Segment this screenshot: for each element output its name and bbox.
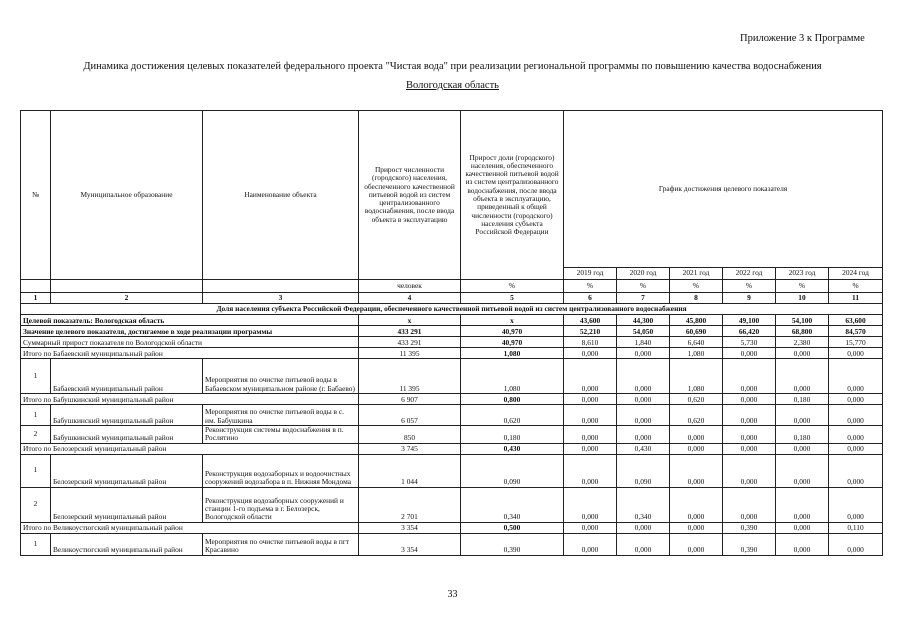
header-year: 2023 год	[776, 268, 829, 280]
column-number: 9	[723, 293, 776, 304]
year-value: 0,000	[776, 348, 829, 359]
object-name: Реконструкция водозаборных сооружений и станции 1-го подъема в г. Белозерск, Вологодской области	[203, 487, 359, 522]
header-municipality: Муниципальное образование	[51, 111, 203, 280]
year-value: 84,570	[829, 326, 883, 337]
table-header-row	[21, 111, 883, 268]
column-number: 10	[776, 293, 829, 304]
object-number: 2	[21, 487, 51, 522]
year-value: 68,800	[776, 326, 829, 337]
unit-percent: %	[670, 280, 723, 293]
object-number: 1	[21, 533, 51, 555]
group-total-row	[21, 522, 883, 533]
object-row	[21, 426, 883, 444]
column-number: 8	[670, 293, 723, 304]
share-value: 0,390	[461, 533, 564, 555]
year-value: 49,100	[723, 315, 776, 326]
column-number: 11	[829, 293, 883, 304]
year-value: 0,000	[564, 348, 617, 359]
region-label: Вологодская область	[406, 80, 499, 91]
table-units-row	[21, 280, 883, 293]
column-number: 5	[461, 293, 564, 304]
year-value: 0,000	[829, 443, 883, 454]
year-value: 54,100	[776, 315, 829, 326]
summary-label: Целевой показатель: Вологодская область	[21, 315, 359, 326]
group-total-label: Итого по Великоустюгский муниципальный район	[21, 522, 359, 533]
object-number: 2	[21, 426, 51, 444]
year-value: 0,000	[670, 426, 723, 444]
year-value: 0,000	[829, 405, 883, 426]
object-row	[21, 533, 883, 555]
year-value: 0,180	[776, 426, 829, 444]
year-value: 0,430	[617, 443, 670, 454]
header-year: 2022 год	[723, 268, 776, 280]
group-total-label: Итого по Бабушкинский муниципальный район	[21, 394, 359, 405]
object-number: 1	[21, 359, 51, 394]
year-value: 0,000	[564, 405, 617, 426]
column-number: 1	[21, 293, 51, 304]
year-value: 66,420	[723, 326, 776, 337]
year-value: 0,390	[723, 522, 776, 533]
appendix-label: Приложение 3 к Программе	[740, 33, 865, 44]
year-value: 1,080	[670, 359, 723, 394]
object-number: 1	[21, 405, 51, 426]
object-municipality: Бабушкинский муниципальный район	[51, 405, 203, 426]
year-value: 0,000	[617, 533, 670, 555]
unit-cell-empty	[203, 280, 359, 293]
year-value: 0,000	[723, 443, 776, 454]
year-value: 0,000	[723, 359, 776, 394]
unit-percent: %	[776, 280, 829, 293]
object-name: Реконструкция системы водоснабжения в п. Рослятино	[203, 426, 359, 444]
year-value: 5,730	[723, 337, 776, 348]
population-value: 433 291	[359, 337, 461, 348]
year-value: 0,000	[829, 454, 883, 487]
object-row	[21, 405, 883, 426]
header-year: 2019 год	[564, 268, 617, 280]
group-total-label: Итого по Бабаевский муниципальный район	[21, 348, 359, 359]
year-value: 0,000	[776, 454, 829, 487]
header-share-growth: Прирост доли (городского) населения, обеспеченного качественной питьевой водой из систем централизованного водоснабжения, после ввода объекта в эксплуатацию, приведенный к общей численности (городского) населения субъекта Российской Федерации	[461, 111, 564, 280]
year-value: 0,000	[776, 443, 829, 454]
column-number: 4	[359, 293, 461, 304]
year-value: 0,000	[617, 426, 670, 444]
year-value: 0,000	[829, 394, 883, 405]
year-value: 60,690	[670, 326, 723, 337]
indicator-table	[20, 110, 883, 556]
header-year: 2024 год	[829, 268, 883, 280]
year-value: 0,000	[670, 522, 723, 533]
object-name: Реконструкция водозаборных и водоочистных сооружений водозабора в п. Нижняя Мондома	[203, 454, 359, 487]
year-value: 0,000	[617, 405, 670, 426]
header-schedule: График достижения целевого показателя	[564, 111, 883, 268]
summary-row	[21, 315, 883, 326]
share-value: 0,340	[461, 487, 564, 522]
column-number: 2	[51, 293, 203, 304]
year-value: 0,000	[776, 487, 829, 522]
header-population-growth: Прирост численности (городского) населения, обеспеченного качественной питьевой водой из систем централизованного водоснабжения, после ввода объекта в эксплуатацию	[359, 111, 461, 280]
year-value: 0,000	[670, 454, 723, 487]
population-value: 3 745	[359, 443, 461, 454]
summary-label: Значение целевого показателя, достигаемое в ходе реализации программы	[21, 326, 359, 337]
object-number: 1	[21, 454, 51, 487]
year-value: 1,080	[670, 348, 723, 359]
share-value: 0,180	[461, 426, 564, 444]
population-value: 11 395	[359, 348, 461, 359]
summary-label: Суммарный прирост показателя по Вологодской области	[21, 337, 359, 348]
share-value: 0,430	[461, 443, 564, 454]
year-value: 0,000	[564, 359, 617, 394]
share-value: 0,500	[461, 522, 564, 533]
year-value: 6,640	[670, 337, 723, 348]
column-numbers-row	[21, 293, 883, 304]
year-value: 0,000	[829, 348, 883, 359]
population-value: 850	[359, 426, 461, 444]
year-value: 0,000	[670, 487, 723, 522]
header-object-name: Наименование объекта	[203, 111, 359, 280]
year-value: 0,000	[776, 405, 829, 426]
column-number: 7	[617, 293, 670, 304]
object-row	[21, 454, 883, 487]
year-value: 52,210	[564, 326, 617, 337]
year-value: 0,000	[776, 533, 829, 555]
year-value: 0,000	[564, 533, 617, 555]
year-value: 0,000	[617, 348, 670, 359]
year-value: 0,000	[670, 533, 723, 555]
year-value: 0,000	[723, 348, 776, 359]
unit-percent: %	[723, 280, 776, 293]
year-value: 8,610	[564, 337, 617, 348]
unit-percent: %	[829, 280, 883, 293]
population-value: 433 291	[359, 326, 461, 337]
unit-cell-empty	[21, 280, 51, 293]
object-municipality: Бабаевский муниципальный район	[51, 359, 203, 394]
unit-people: человек	[359, 280, 461, 293]
year-value: 43,600	[564, 315, 617, 326]
year-value: 2,380	[776, 337, 829, 348]
year-value: 0,000	[776, 522, 829, 533]
year-value: 54,050	[617, 326, 670, 337]
object-municipality: Бабушкинский муниципальный район	[51, 426, 203, 444]
year-value: 0,340	[617, 487, 670, 522]
group-total-label: Итого по Белозерский муниципальный район	[21, 443, 359, 454]
population-value: 6 057	[359, 405, 461, 426]
year-value: 0,110	[829, 522, 883, 533]
year-value: 0,000	[564, 522, 617, 533]
year-value: 0,000	[564, 454, 617, 487]
population-value: 11 395	[359, 359, 461, 394]
year-value: 0,000	[564, 443, 617, 454]
population-value: 6 907	[359, 394, 461, 405]
header-year: 2020 год	[617, 268, 670, 280]
year-value: 0,000	[670, 443, 723, 454]
object-name: Мероприятия по очистке питьевой воды в с. им. Бабушкина	[203, 405, 359, 426]
year-value: 0,000	[723, 405, 776, 426]
population-value: 2 701	[359, 487, 461, 522]
population-value: 3 354	[359, 522, 461, 533]
population-value: 1 044	[359, 454, 461, 487]
document-title: Динамика достижения целевых показателей федерального проекта "Чистая вода" при реализации региональной программы по повышению качества водоснабжения	[83, 61, 822, 72]
year-value: 0,180	[776, 394, 829, 405]
year-value: 0,000	[617, 359, 670, 394]
year-value: 0,000	[829, 533, 883, 555]
share-value: x	[461, 315, 564, 326]
year-value: 0,620	[670, 405, 723, 426]
year-value: 0,090	[617, 454, 670, 487]
share-value: 1,080	[461, 359, 564, 394]
year-value: 0,000	[723, 487, 776, 522]
unit-cell-empty	[51, 280, 203, 293]
section-title-row	[21, 304, 883, 315]
unit-percent: %	[461, 280, 564, 293]
share-value: 1,080	[461, 348, 564, 359]
column-number: 3	[203, 293, 359, 304]
summary-row	[21, 326, 883, 337]
group-total-row	[21, 443, 883, 454]
year-value: 0,000	[617, 522, 670, 533]
year-value: 0,000	[564, 487, 617, 522]
share-value: 40,970	[461, 337, 564, 348]
year-value: 0,000	[723, 426, 776, 444]
unit-percent: %	[564, 280, 617, 293]
object-row	[21, 487, 883, 522]
object-municipality: Великоустюгский муниципальный район	[51, 533, 203, 555]
year-value: 45,800	[670, 315, 723, 326]
year-value: 0,000	[776, 359, 829, 394]
year-value: 1,840	[617, 337, 670, 348]
year-value: 0,000	[723, 454, 776, 487]
share-value: 0,800	[461, 394, 564, 405]
year-value: 0,000	[617, 394, 670, 405]
object-row	[21, 359, 883, 394]
object-municipality: Белозерский муниципальный район	[51, 487, 203, 522]
population-value: 3 354	[359, 533, 461, 555]
year-value: 0,390	[723, 533, 776, 555]
year-value: 0,000	[564, 426, 617, 444]
section-title: Доля населения субъекта Российской Федерации, обеспеченного качественной питьевой водой из систем централизованного водоснабжения	[21, 304, 883, 315]
header-no: №	[21, 111, 51, 280]
group-total-row	[21, 394, 883, 405]
year-value: 0,000	[723, 394, 776, 405]
year-value: 15,770	[829, 337, 883, 348]
share-value: 40,970	[461, 326, 564, 337]
year-value: 44,300	[617, 315, 670, 326]
summary-row	[21, 337, 883, 348]
page-number: 33	[447, 589, 458, 600]
group-total-row	[21, 348, 883, 359]
year-value: 0,000	[829, 359, 883, 394]
header-year: 2021 год	[670, 268, 723, 280]
year-value: 0,000	[564, 394, 617, 405]
object-name: Мероприятия по очистке питьевой воды в Бабаевском муниципальном районе (г. Бабаево)	[203, 359, 359, 394]
population-value: x	[359, 315, 461, 326]
unit-percent: %	[617, 280, 670, 293]
column-number: 6	[564, 293, 617, 304]
year-value: 0,620	[670, 394, 723, 405]
object-name: Мероприятия по очистке питьевой воды в пгт Красавино	[203, 533, 359, 555]
year-value: 63,600	[829, 315, 883, 326]
object-municipality: Белозерский муниципальный район	[51, 454, 203, 487]
year-value: 0,000	[829, 487, 883, 522]
year-value: 0,000	[829, 426, 883, 444]
share-value: 0,090	[461, 454, 564, 487]
share-value: 0,620	[461, 405, 564, 426]
